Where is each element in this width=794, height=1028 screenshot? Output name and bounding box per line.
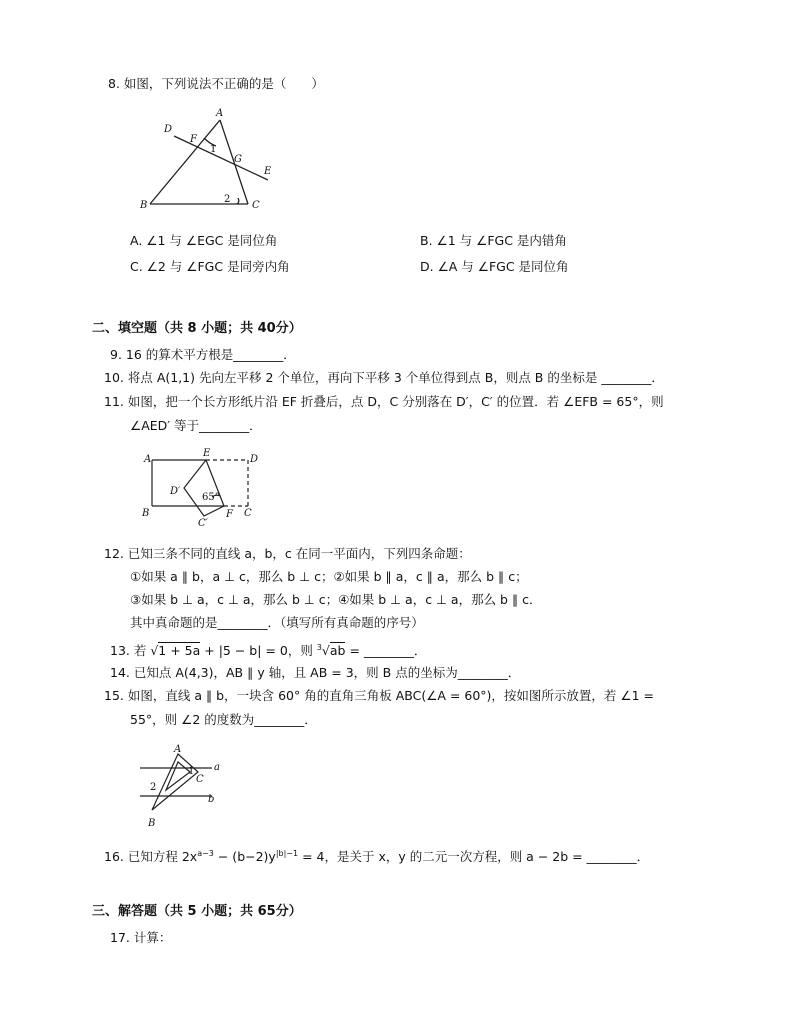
- q13: [110, 640, 426, 659]
- q15-label-c: C: [196, 774, 204, 785]
- q12-line2: ①如果 a ∥ b，a ⊥ c，那么 b ⊥ c；②如果 b ∥ a，c ∥ a，那么 b ∥ c；: [130, 569, 528, 584]
- q8-option-b: B. ∠1 与 ∠FGC 是内错角: [420, 233, 567, 248]
- q15-label-a: A: [174, 744, 182, 755]
- q8-label-a: A: [216, 108, 224, 119]
- q11-label-e: E: [203, 448, 211, 459]
- q16-middle: − (b−2)y: [213, 849, 276, 865]
- q12-line3: ③如果 b ⊥ a，c ⊥ a，那么 b ⊥ c；④如果 b ⊥ a，c ⊥ a，那么 b ∥ c．: [130, 592, 542, 607]
- q11-line1: 11. 如图，把一个长方形纸片沿 EF 折叠后，点 D，C 分别落在 D′，C′ 的位置．若 ∠EFB = 65°，则: [104, 394, 664, 409]
- q11-label-d: D: [250, 454, 259, 465]
- q8-label-e: E: [264, 166, 272, 177]
- q11-label-a: A: [144, 454, 152, 465]
- q10: 10. 将点 A(1,1) 先向左平移 2 个单位，再向下平移 3 个单位得到点 B，则点 B 的坐标是 ________．: [104, 370, 664, 385]
- q13-suffix: = ________．: [345, 643, 427, 659]
- q16-exp1: a−3: [197, 849, 214, 858]
- q15-line1: 15. 如图，直线 a ∥ b，一块含 60° 角的直角三角板 ABC(∠A = 60°)，按如图所示放置，若 ∠1 =: [104, 688, 654, 703]
- q11-label-b: B: [142, 508, 150, 519]
- q9: 9. 16 的算术平方根是________．: [110, 347, 296, 362]
- q8-angle-2: 2: [224, 194, 231, 205]
- q13-cbrt-content: ab: [329, 643, 346, 659]
- q8-label-b: B: [140, 200, 148, 211]
- q8-figure: [140, 108, 280, 218]
- q8-label-g: G: [234, 154, 242, 165]
- q8-angle-1: 1: [210, 144, 217, 155]
- q13-sqrt-sign: √: [150, 643, 159, 659]
- q8-option-a: A. ∠1 与 ∠EGC 是同位角: [130, 233, 278, 248]
- q8-label-c: C: [252, 200, 260, 211]
- q15-angle-2: 2: [150, 782, 157, 793]
- q11-figure: [140, 450, 260, 530]
- q11-angle-label: 65°: [202, 492, 220, 503]
- section3-title: 三、解答题（共 5 小题；共 65分）: [92, 904, 302, 919]
- q13-prefix: 13. 若: [110, 643, 151, 659]
- q16-prefix: 16. 已知方程 2x: [104, 849, 198, 865]
- section2-title: 二、填空题（共 8 小题；共 40分）: [92, 321, 302, 336]
- q11-line2: ∠AED′ 等于________．: [130, 418, 262, 433]
- q12-line1: 12. 已知三条不同的直线 a，b，c 在同一平面内，下列四条命题：: [104, 546, 471, 561]
- q11-label-c: C: [244, 508, 252, 519]
- q8-label-f: F: [190, 134, 197, 145]
- q13-middle: + |5 − b| = 0，则: [200, 643, 317, 659]
- q16: [104, 846, 649, 865]
- q8-option-c: C. ∠2 与 ∠FGC 是同旁内角: [130, 259, 290, 274]
- q8-option-d: D. ∠A 与 ∠FGC 是同位角: [420, 259, 569, 274]
- q13-sqrt-content: 1 + 5a: [158, 643, 201, 659]
- q15-figure: [140, 742, 240, 828]
- q13-cbrt-sign: √: [321, 643, 330, 659]
- q8-label-d: D: [164, 124, 173, 135]
- q17: 17. 计算：: [110, 930, 172, 945]
- q15-line-b: b: [208, 794, 215, 805]
- q12-line4: 其中真命题的是________．（填写所有真命题的序号）: [130, 615, 424, 630]
- q15-angle-1: 1: [188, 766, 195, 777]
- q15-line2: 55°，则 ∠2 的度数为________．: [130, 712, 317, 727]
- q15-line-a: a: [214, 762, 220, 773]
- q16-suffix: = 4，是关于 x，y 的二元一次方程，则 a − 2b = ________．: [298, 849, 650, 865]
- q15-label-b: B: [148, 818, 156, 829]
- q11-label-f: F: [226, 509, 233, 520]
- q16-exp2: |b|−1: [275, 849, 299, 858]
- q13-cbrt-index: 3: [316, 643, 322, 652]
- q11-label-dprime: D′: [170, 486, 181, 497]
- q8-stem: 8. 如图，下列说法不正确的是（ ）: [108, 76, 324, 91]
- q11-label-cprime: C′: [198, 518, 208, 529]
- q14: 14. 已知点 A(4,3)，AB ∥ y 轴，且 AB = 3，则 B 点的坐标为________．: [110, 665, 521, 680]
